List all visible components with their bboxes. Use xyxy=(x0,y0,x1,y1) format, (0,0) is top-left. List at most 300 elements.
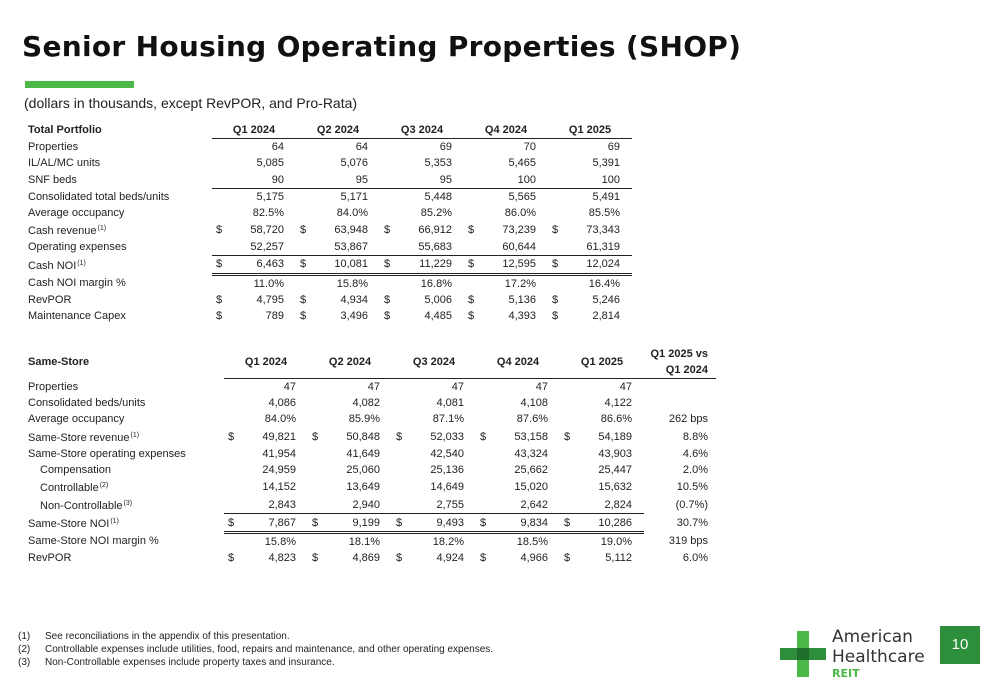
change-cell: 4.6% xyxy=(682,447,708,460)
currency-symbol: $ xyxy=(312,430,319,443)
footnote-marker: (1) xyxy=(130,431,140,439)
currency-symbol xyxy=(308,395,326,411)
table-cell: 85.5% xyxy=(588,207,620,220)
footnote-number: (2) xyxy=(18,644,31,655)
currency-symbol: $ xyxy=(384,293,391,306)
table-row xyxy=(28,514,716,532)
page-number: 10 xyxy=(940,626,980,664)
row-label xyxy=(28,256,212,274)
table-cell: 13,649 xyxy=(346,480,380,493)
table-cell: 5,136 xyxy=(508,293,536,306)
currency-symbol: $ xyxy=(564,430,571,443)
table-cell: 87.1% xyxy=(432,413,464,426)
currency-symbol xyxy=(560,462,578,478)
currency-symbol xyxy=(380,188,398,205)
table-row xyxy=(28,379,716,396)
table-row xyxy=(28,308,632,324)
table-cell: 64 xyxy=(271,141,284,154)
table-cell: 47 xyxy=(367,381,380,394)
currency-symbol xyxy=(212,239,230,256)
table-cell: 2,843 xyxy=(242,496,308,514)
table-cell: 4,485 xyxy=(424,309,452,322)
table-row xyxy=(28,462,716,478)
table-cell: 69 xyxy=(607,141,620,154)
table-row xyxy=(28,188,632,205)
currency-symbol xyxy=(560,446,578,462)
currency-symbol: $ xyxy=(468,224,475,237)
currency-symbol xyxy=(212,155,230,171)
currency-symbol xyxy=(548,172,566,189)
currency-symbol: $ xyxy=(380,256,398,274)
currency-symbol: $ xyxy=(228,430,235,443)
currency-symbol xyxy=(392,478,410,496)
table-cell: 5,353 xyxy=(424,157,452,170)
company-logo xyxy=(780,627,930,679)
table-cell: 73,343 xyxy=(586,224,620,237)
row-label-text: Consolidated beds/units xyxy=(28,397,146,410)
currency-symbol xyxy=(212,274,230,292)
currency-symbol xyxy=(296,239,314,256)
currency-symbol xyxy=(560,411,578,427)
currency-symbol xyxy=(296,155,314,171)
row-label xyxy=(28,446,224,462)
table-cell: 47 xyxy=(535,381,548,394)
table-row xyxy=(28,532,716,550)
currency-symbol: $ xyxy=(564,551,571,564)
footnote xyxy=(18,630,493,643)
change-header-line-2: Q1 2024 xyxy=(665,364,708,376)
table-cell: 43,903 xyxy=(598,447,632,460)
table-heading: Same-Store xyxy=(28,356,90,369)
currency-symbol xyxy=(308,446,326,462)
currency-symbol xyxy=(392,462,410,478)
currency-symbol xyxy=(464,155,482,171)
table-cell: 4,823 xyxy=(268,551,296,564)
row-label-text: RevPOR xyxy=(28,551,72,564)
table-cell: 15.8% xyxy=(264,535,296,548)
currency-symbol xyxy=(224,411,242,427)
change-cell xyxy=(644,395,716,411)
change-cell: 30.7% xyxy=(676,517,708,530)
currency-symbol xyxy=(560,379,578,396)
currency-symbol: $ xyxy=(480,551,487,564)
column-header: Q3 2024 xyxy=(392,346,476,379)
currency-symbol: $ xyxy=(552,224,559,237)
table-cell: 90 xyxy=(230,172,296,189)
table-cell: 15,020 xyxy=(514,480,548,493)
table-cell: 11.0% xyxy=(253,277,284,290)
table-cell: 73,239 xyxy=(502,224,536,237)
footnote-marker: (1) xyxy=(110,518,119,526)
table-cell: 18.1% xyxy=(348,535,380,548)
row-label xyxy=(28,221,212,239)
table-cell: 15.8% xyxy=(336,277,368,290)
row-label xyxy=(28,462,224,478)
column-header: Q1 2024 xyxy=(224,346,308,379)
footnote xyxy=(18,656,493,669)
table-cell: 5,391 xyxy=(592,157,620,170)
table-cell: 61,319 xyxy=(566,239,632,256)
row-label xyxy=(28,379,224,396)
row-label-text: Consolidated total beds/units xyxy=(28,190,170,203)
row-label xyxy=(28,172,212,189)
currency-symbol: $ xyxy=(552,293,559,306)
row-label-text: Maintenance Capex xyxy=(28,309,126,322)
table-row xyxy=(28,496,716,514)
currency-symbol xyxy=(560,496,578,514)
currency-symbol: $ xyxy=(312,551,319,564)
table-cell: 52,033 xyxy=(430,430,464,443)
table-row xyxy=(28,155,632,171)
table-cell: 4,869 xyxy=(352,551,380,564)
table-row xyxy=(28,550,716,566)
table-cell: 95 xyxy=(314,172,380,189)
change-cell: 319 bps xyxy=(668,534,708,547)
column-header: Q1 2025 xyxy=(548,122,632,139)
currency-symbol xyxy=(392,395,410,411)
table-cell: 19.0% xyxy=(600,535,632,548)
currency-symbol: $ xyxy=(216,293,223,306)
row-label-text: Cash NOI margin % xyxy=(28,276,126,289)
row-label xyxy=(28,514,224,532)
table-cell: 66,912 xyxy=(418,224,452,237)
row-label xyxy=(28,411,224,427)
currency-symbol: $ xyxy=(224,514,242,532)
currency-symbol xyxy=(560,478,578,496)
change-cell: 10.5% xyxy=(676,480,708,493)
table-cell: 54,189 xyxy=(598,430,632,443)
currency-symbol xyxy=(464,188,482,205)
row-label-text: Same-Store NOI xyxy=(28,518,110,531)
page-subtitle: (dollars in thousands, except RevPOR, and Pro-Rata) xyxy=(24,95,358,111)
currency-symbol xyxy=(224,532,242,550)
table-row xyxy=(28,239,632,256)
currency-symbol xyxy=(464,172,482,189)
currency-symbol: $ xyxy=(300,293,307,306)
table-header-row xyxy=(28,346,716,379)
currency-symbol xyxy=(380,172,398,189)
page-title: Senior Housing Operating Properties (SHOP) xyxy=(22,30,742,63)
change-cell: 262 bps xyxy=(668,413,708,426)
currency-symbol xyxy=(296,188,314,205)
currency-symbol xyxy=(224,379,242,396)
currency-symbol: $ xyxy=(216,309,223,322)
currency-symbol: $ xyxy=(392,514,410,532)
table-cell: 3,496 xyxy=(340,309,368,322)
currency-symbol xyxy=(224,478,242,496)
table-cell: 63,948 xyxy=(334,224,368,237)
currency-symbol xyxy=(476,395,494,411)
table-cell: 4,924 xyxy=(436,551,464,564)
column-header: Q1 2025 xyxy=(560,346,644,379)
currency-symbol xyxy=(308,411,326,427)
currency-symbol: $ xyxy=(560,514,578,532)
table-heading: Total Portfolio xyxy=(28,124,102,137)
currency-symbol xyxy=(392,496,410,514)
table-cell: 14,649 xyxy=(430,480,464,493)
table-cell: 25,662 xyxy=(514,463,548,476)
table-cell: 5,175 xyxy=(256,190,284,203)
currency-symbol xyxy=(380,239,398,256)
table-row xyxy=(28,478,716,496)
footnote-text: Non-Controllable expenses include property taxes and insurance. xyxy=(45,657,335,668)
currency-symbol xyxy=(224,462,242,478)
row-label-text: Cash NOI xyxy=(28,259,77,272)
currency-symbol: $ xyxy=(480,430,487,443)
currency-symbol: $ xyxy=(464,256,482,274)
currency-symbol: $ xyxy=(296,256,314,274)
table-cell: 4,934 xyxy=(340,293,368,306)
currency-symbol xyxy=(392,411,410,427)
row-label xyxy=(28,155,212,171)
currency-symbol xyxy=(224,446,242,462)
row-label-text: Properties xyxy=(28,141,79,154)
table-cell: 25,060 xyxy=(346,463,380,476)
logo-line-1: American xyxy=(832,627,913,647)
footnote-number: (1) xyxy=(18,631,31,642)
table-cell: 9,834 xyxy=(494,514,560,532)
currency-symbol xyxy=(464,205,482,221)
currency-symbol xyxy=(560,532,578,550)
table-row xyxy=(28,205,632,221)
row-label xyxy=(28,274,212,292)
change-header-line-1: Q1 2025 vs xyxy=(650,348,708,360)
table-row xyxy=(28,395,716,411)
currency-symbol xyxy=(308,496,326,514)
currency-symbol: $ xyxy=(216,224,223,237)
currency-symbol xyxy=(476,379,494,396)
table-cell: 69 xyxy=(439,141,452,154)
currency-symbol: $ xyxy=(384,309,391,322)
currency-symbol xyxy=(212,205,230,221)
table-cell: 53,158 xyxy=(514,430,548,443)
table-cell: 10,081 xyxy=(314,256,380,274)
table-cell: 5,448 xyxy=(424,190,452,203)
change-cell: 8.8% xyxy=(682,430,708,443)
currency-symbol: $ xyxy=(300,224,307,237)
currency-symbol: $ xyxy=(476,514,494,532)
table-cell: 82.5% xyxy=(252,207,284,220)
table-cell: 4,108 xyxy=(520,397,548,410)
footnote-marker: (1) xyxy=(97,225,107,233)
currency-symbol: $ xyxy=(396,551,403,564)
table-cell: 86.6% xyxy=(600,413,632,426)
table-cell: 11,229 xyxy=(398,256,464,274)
currency-symbol: $ xyxy=(548,256,566,274)
title-accent-bar xyxy=(25,81,134,88)
currency-symbol xyxy=(548,188,566,205)
currency-symbol xyxy=(548,274,566,292)
table-cell: 86.0% xyxy=(504,207,536,220)
table-cell: 5,112 xyxy=(605,551,632,564)
table-cell: 5,491 xyxy=(592,190,620,203)
table-cell: 84.0% xyxy=(336,207,368,220)
total-portfolio-table xyxy=(28,122,632,324)
table-cell: 55,683 xyxy=(398,239,464,256)
row-label xyxy=(28,550,224,566)
table-cell: 6,463 xyxy=(230,256,296,274)
table-cell: 4,082 xyxy=(352,397,380,410)
currency-symbol xyxy=(476,411,494,427)
table-row xyxy=(28,256,632,274)
footnote-text: See reconciliations in the appendix of this presentation. xyxy=(45,631,290,642)
currency-symbol xyxy=(296,205,314,221)
table-cell: 16.4% xyxy=(588,277,620,290)
currency-symbol xyxy=(476,532,494,550)
change-cell xyxy=(644,379,716,396)
currency-symbol xyxy=(464,139,482,156)
table-cell: 70 xyxy=(523,141,536,154)
row-label-text: Operating expenses xyxy=(28,241,127,254)
table-row xyxy=(28,411,716,427)
row-label xyxy=(28,188,212,205)
currency-symbol xyxy=(224,496,242,514)
column-header: Q3 2024 xyxy=(380,122,464,139)
currency-symbol: $ xyxy=(468,309,475,322)
row-label xyxy=(28,205,212,221)
table-header-row xyxy=(28,122,632,139)
table-cell: 4,393 xyxy=(508,309,536,322)
table-cell: 52,257 xyxy=(230,239,296,256)
table-cell: 58,720 xyxy=(250,224,284,237)
currency-symbol: $ xyxy=(468,293,475,306)
currency-symbol xyxy=(464,274,482,292)
currency-symbol xyxy=(296,274,314,292)
table-cell: 5,465 xyxy=(508,157,536,170)
table-cell: 41,954 xyxy=(262,447,296,460)
row-label-text: Same-Store revenue xyxy=(28,431,130,444)
change-cell: 6.0% xyxy=(682,551,708,564)
currency-symbol xyxy=(392,446,410,462)
table-row xyxy=(28,274,632,292)
table-cell: 100 xyxy=(566,172,632,189)
footnote xyxy=(18,643,493,656)
row-label-text: Cash revenue xyxy=(28,225,97,238)
row-label-text: Controllable xyxy=(40,481,99,494)
row-label xyxy=(28,478,224,496)
currency-symbol xyxy=(308,462,326,478)
table-cell: 7,867 xyxy=(242,514,308,532)
table-cell: 16.8% xyxy=(420,277,452,290)
table-cell: 4,081 xyxy=(436,397,464,410)
table-cell: 4,966 xyxy=(520,551,548,564)
cross-logo-icon xyxy=(780,631,826,677)
footnote-marker: (1) xyxy=(77,259,86,267)
table-cell: 85.2% xyxy=(420,207,452,220)
change-column-header xyxy=(644,346,716,379)
currency-symbol xyxy=(380,155,398,171)
table-cell: 2,814 xyxy=(592,309,620,322)
table-row xyxy=(28,139,632,156)
currency-symbol xyxy=(476,446,494,462)
currency-symbol xyxy=(548,239,566,256)
currency-symbol xyxy=(380,205,398,221)
row-label-text: Non-Controllable xyxy=(40,499,123,512)
column-header: Q1 2024 xyxy=(212,122,296,139)
table-cell: 60,644 xyxy=(482,239,548,256)
footnote-marker: (2) xyxy=(99,481,109,489)
currency-symbol: $ xyxy=(308,514,326,532)
row-label xyxy=(28,139,212,156)
table-cell: 24,959 xyxy=(262,463,296,476)
row-label xyxy=(28,239,212,256)
currency-symbol xyxy=(380,139,398,156)
table-cell: 5,006 xyxy=(424,293,452,306)
table-cell: 50,848 xyxy=(346,430,380,443)
table-cell: 84.0% xyxy=(264,413,296,426)
table-cell: 47 xyxy=(619,381,632,394)
table-cell: 9,493 xyxy=(410,514,476,532)
table-cell: 87.6% xyxy=(516,413,548,426)
change-cell: 2.0% xyxy=(682,463,708,476)
currency-symbol xyxy=(212,172,230,189)
table-cell: 2,642 xyxy=(494,496,560,514)
currency-symbol xyxy=(296,172,314,189)
table-cell: 47 xyxy=(451,381,464,394)
table-cell: 15,632 xyxy=(598,480,632,493)
row-label-text: Same-Store NOI margin % xyxy=(28,534,159,547)
footnote-text: Controllable expenses include utilities, food, repairs and maintenance, and other operating expenses. xyxy=(45,644,494,655)
table-cell: 5,246 xyxy=(592,293,620,306)
currency-symbol: $ xyxy=(384,224,391,237)
row-label-text: Average occupancy xyxy=(28,413,125,426)
table-cell: 4,086 xyxy=(268,397,296,410)
currency-symbol xyxy=(548,139,566,156)
column-header: Q4 2024 xyxy=(476,346,560,379)
table-cell: 10,286 xyxy=(578,514,644,532)
footnotes xyxy=(18,630,493,669)
table-cell: 12,024 xyxy=(566,256,632,274)
table-cell: 18.5% xyxy=(516,535,548,548)
row-label xyxy=(28,308,212,324)
currency-symbol xyxy=(476,462,494,478)
footnote-number: (3) xyxy=(18,657,31,668)
table-cell: 2,824 xyxy=(578,496,644,514)
row-label-text: SNF beds xyxy=(28,173,77,186)
row-label xyxy=(28,496,224,514)
column-header: Q2 2024 xyxy=(308,346,392,379)
currency-symbol xyxy=(308,478,326,496)
logo-wordmark xyxy=(832,627,925,667)
row-label-text: Same-Store operating expenses xyxy=(28,447,186,460)
table-cell: 9,199 xyxy=(326,514,392,532)
table-cell: 100 xyxy=(482,172,548,189)
table-cell: 5,171 xyxy=(340,190,368,203)
column-header: Q4 2024 xyxy=(464,122,548,139)
currency-symbol: $ xyxy=(212,256,230,274)
currency-symbol xyxy=(392,379,410,396)
table-cell: 2,755 xyxy=(410,496,476,514)
currency-symbol: $ xyxy=(228,551,235,564)
table-cell: 53,867 xyxy=(314,239,380,256)
table-row xyxy=(28,446,716,462)
row-label-text: Properties xyxy=(28,380,79,393)
currency-symbol: $ xyxy=(552,309,559,322)
row-label-text: IL/AL/MC units xyxy=(28,157,101,170)
table-cell: 41,649 xyxy=(346,447,380,460)
table-row xyxy=(28,292,632,308)
row-label-text: Average occupancy xyxy=(28,207,125,220)
table-cell: 47 xyxy=(283,381,296,394)
table-row xyxy=(28,428,716,446)
currency-symbol xyxy=(464,239,482,256)
currency-symbol xyxy=(296,139,314,156)
currency-symbol xyxy=(476,478,494,496)
table-row xyxy=(28,172,632,189)
table-cell: 5,076 xyxy=(340,157,368,170)
table-cell: 17.2% xyxy=(504,277,536,290)
currency-symbol xyxy=(212,188,230,205)
